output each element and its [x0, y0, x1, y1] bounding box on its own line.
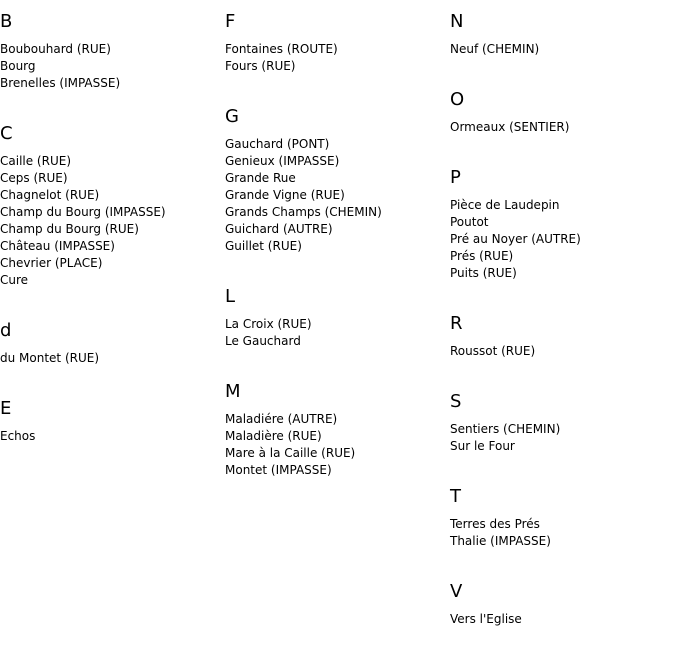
- letter-group: [450, 570, 675, 628]
- letter-heading: d: [0, 320, 12, 341]
- letter-heading: B: [0, 11, 13, 32]
- street-link[interactable]: Fontaines (ROUTE): [225, 42, 338, 56]
- letter-heading: C: [0, 123, 13, 144]
- letter-heading: T: [450, 486, 461, 507]
- street-link[interactable]: Maladiére (AUTRE): [225, 412, 338, 426]
- street-link[interactable]: Roussot (RUE): [450, 344, 536, 358]
- letter-heading: V: [450, 581, 463, 602]
- street-link[interactable]: Pièce de Laudepin: [450, 198, 560, 212]
- letter-group: [225, 0, 450, 75]
- street-link[interactable]: Cure: [0, 273, 29, 287]
- street-link[interactable]: Thalie (IMPASSE): [450, 534, 551, 548]
- letter-heading: E: [0, 398, 12, 419]
- street-link[interactable]: Chagnelot (RUE): [0, 188, 100, 202]
- street-link[interactable]: Prés (RUE): [450, 249, 514, 263]
- letter-heading: N: [450, 11, 464, 32]
- street-link[interactable]: Le Gauchard: [225, 334, 301, 348]
- street-link[interactable]: Genieux (IMPASSE): [225, 154, 340, 168]
- letter-group: [450, 475, 675, 550]
- street-link[interactable]: Puits (RUE): [450, 266, 517, 280]
- street-index-column-2: [225, 0, 450, 499]
- street-link[interactable]: Neuf (CHEMIN): [450, 42, 540, 56]
- letter-group: [225, 370, 450, 479]
- street-link[interactable]: Brenelles (IMPASSE): [0, 76, 121, 90]
- street-link[interactable]: Guichard (AUTRE): [225, 222, 333, 236]
- letter-group: [0, 0, 225, 92]
- letter-heading: F: [225, 11, 236, 32]
- letter-group: [450, 78, 675, 136]
- letter-heading: L: [225, 286, 236, 307]
- street-link[interactable]: du Montet (RUE): [0, 351, 100, 365]
- street-link[interactable]: Grands Champs (CHEMIN): [225, 205, 382, 219]
- letter-group: [0, 112, 225, 289]
- letter-group: [225, 95, 450, 255]
- street-link[interactable]: Terres des Prés: [450, 517, 540, 531]
- street-link[interactable]: Montet (IMPASSE): [225, 463, 332, 477]
- street-link[interactable]: Champ du Bourg (RUE): [0, 222, 139, 236]
- letter-heading: R: [450, 313, 463, 334]
- street-link[interactable]: Echos: [0, 429, 36, 443]
- letter-group: [225, 275, 450, 350]
- letter-group: [0, 309, 225, 367]
- street-link[interactable]: La Croix (RUE): [225, 317, 312, 331]
- street-link[interactable]: Poutot: [450, 215, 489, 229]
- street-link[interactable]: Ormeaux (SENTIER): [450, 120, 570, 134]
- letter-heading: S: [450, 391, 462, 412]
- street-link[interactable]: Boubouhard (RUE): [0, 42, 111, 56]
- street-index-column-1: [0, 0, 225, 465]
- street-link[interactable]: Ceps (RUE): [0, 171, 68, 185]
- street-link[interactable]: Sentiers (CHEMIN): [450, 422, 561, 436]
- street-link[interactable]: Chevrier (PLACE): [0, 256, 103, 270]
- letter-heading: O: [450, 89, 465, 110]
- street-link[interactable]: Mare à la Caille (RUE): [225, 446, 356, 460]
- street-link[interactable]: Bourg: [0, 59, 36, 73]
- street-link[interactable]: Grande Rue: [225, 171, 296, 185]
- letter-group: [450, 302, 675, 360]
- street-link[interactable]: Caille (RUE): [0, 154, 71, 168]
- letter-group: [0, 387, 225, 445]
- street-link[interactable]: Vers l'Eglise: [450, 612, 522, 626]
- street-link[interactable]: Guillet (RUE): [225, 239, 302, 253]
- letter-group: [450, 380, 675, 455]
- letter-heading: G: [225, 106, 239, 127]
- street-index-column-3: [450, 0, 675, 648]
- letter-heading: M: [225, 381, 241, 402]
- street-link[interactable]: Château (IMPASSE): [0, 239, 115, 253]
- street-link[interactable]: Maladière (RUE): [225, 429, 322, 443]
- street-link[interactable]: Fours (RUE): [225, 59, 296, 73]
- letter-heading: P: [450, 167, 461, 188]
- street-link[interactable]: Sur le Four: [450, 439, 515, 453]
- letter-group: [450, 156, 675, 282]
- street-link[interactable]: Grande Vigne (RUE): [225, 188, 345, 202]
- street-link[interactable]: Gauchard (PONT): [225, 137, 330, 151]
- letter-group: [450, 0, 675, 58]
- street-link[interactable]: Pré au Noyer (AUTRE): [450, 232, 581, 246]
- street-link[interactable]: Champ du Bourg (IMPASSE): [0, 205, 166, 219]
